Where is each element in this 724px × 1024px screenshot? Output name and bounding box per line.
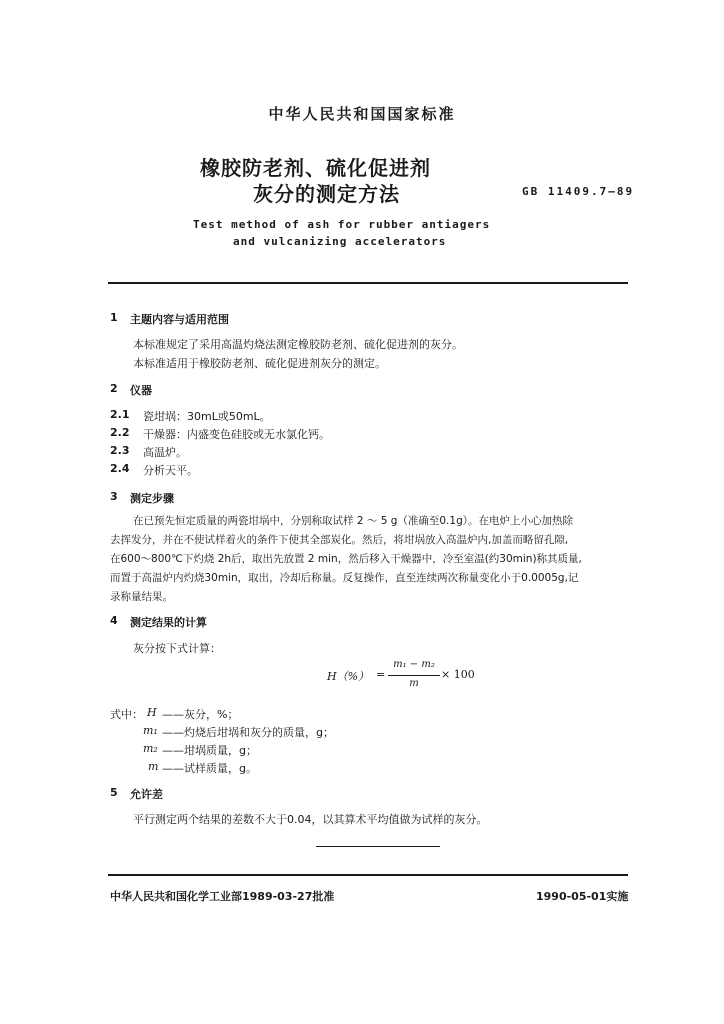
where-symbol: m <box>148 760 159 773</box>
list-item-number: 2.2 <box>110 426 130 439</box>
list-item-number: 2.3 <box>110 444 130 457</box>
english-title-line-2: and vulcanizing accelerators <box>233 235 447 248</box>
section-3-number: 3 <box>110 490 118 503</box>
section-1-paragraph-1: 本标准规定了采用高温灼烧法测定橡胶防老剂、硫化促进剂的灰分。 <box>133 338 463 351</box>
formula-equals: = <box>376 668 386 681</box>
section-2-number: 2 <box>110 382 118 395</box>
section-5-number: 5 <box>110 786 118 799</box>
section-4-title: 测定结果的计算 <box>130 616 207 629</box>
list-item-text: 分析天平。 <box>143 464 198 477</box>
formula-denominator: m <box>409 678 419 689</box>
formula-lhs: H（%） <box>327 670 370 683</box>
title-line-1: 橡胶防老剂、硫化促进剂 <box>200 156 431 180</box>
footer-divider <box>108 874 628 876</box>
list-item-text: 高温炉。 <box>143 446 187 459</box>
section-1-number: 1 <box>110 311 118 324</box>
formula-multiplier: × 100 <box>441 668 475 681</box>
formula-fraction-bar <box>388 675 440 676</box>
section-4-intro: 灰分按下式计算： <box>133 642 221 655</box>
standard-code: GB 11409.7—89 <box>522 185 635 198</box>
section-2-title: 仪器 <box>130 384 152 397</box>
list-item-number: 2.4 <box>110 462 130 475</box>
section-1-title: 主题内容与适用范围 <box>130 313 229 326</box>
section-3-line: 在已预先恒定质量的两瓷坩埚中，分别称取试样 2 ～ 5 g（准确至0.1g）。在电炉上小心加热除 <box>133 515 573 527</box>
where-description: ——试样质量，g。 <box>162 762 257 775</box>
title-line-2: 灰分的测定方法 <box>253 182 400 206</box>
approval-line: 中华人民共和国化学工业部1989-03-27批准 <box>110 890 335 903</box>
where-description: ——灼烧后坩埚和灰分的质量，g； <box>162 726 334 739</box>
section-1-paragraph-2: 本标准适用于橡胶防老剂、硫化促进剂灰分的测定。 <box>133 357 386 370</box>
section-5-paragraph: 平行测定两个结果的差数不大于0.04，以其算术平均值做为试样的灰分。 <box>133 813 488 826</box>
formula-numerator: m₁ − m₂ <box>393 659 435 670</box>
section-5-title: 允许差 <box>130 788 163 801</box>
top-divider <box>108 282 628 284</box>
list-item-number: 2.1 <box>110 408 130 421</box>
standard-header: 中华人民共和国国家标准 <box>268 105 456 123</box>
where-symbol: H <box>147 706 157 719</box>
section-3-line: 而置于高温炉内灼烧30min，取出，冷却后称量。反复操作，直至连续两次称量变化小于0.0005g,记 <box>110 572 579 584</box>
end-divider <box>316 846 440 847</box>
section-3-line: 在600～800℃下灼烧 2h后，取出先放置 2 min，然后移入干燥器中，冷至室温(约30min)称其质量, <box>110 553 582 565</box>
section-3-line: 去挥发分，并在不使试样着火的条件下使其全部炭化。然后，将坩埚放入高温炉内,加盖而略留孔隙, <box>110 534 569 546</box>
section-3-title: 测定步骤 <box>130 492 174 505</box>
list-item-text: 瓷坩埚：30mL或50mL。 <box>143 410 271 423</box>
where-label: 式中： <box>110 708 143 721</box>
list-item-text: 干燥器：内盛变色硅胶或无水氯化钙。 <box>143 428 330 441</box>
implementation-date: 1990-05-01实施 <box>536 890 629 903</box>
where-description: ——灰分，%； <box>162 708 239 721</box>
where-symbol: m₁ <box>143 724 158 737</box>
section-4-number: 4 <box>110 614 118 627</box>
english-title-line-1: Test method of ash for rubber antiagers <box>193 218 491 231</box>
where-symbol: m₂ <box>143 742 158 755</box>
section-3-line: 录称量结果。 <box>110 591 173 603</box>
where-description: ——坩埚质量，g； <box>162 744 257 757</box>
